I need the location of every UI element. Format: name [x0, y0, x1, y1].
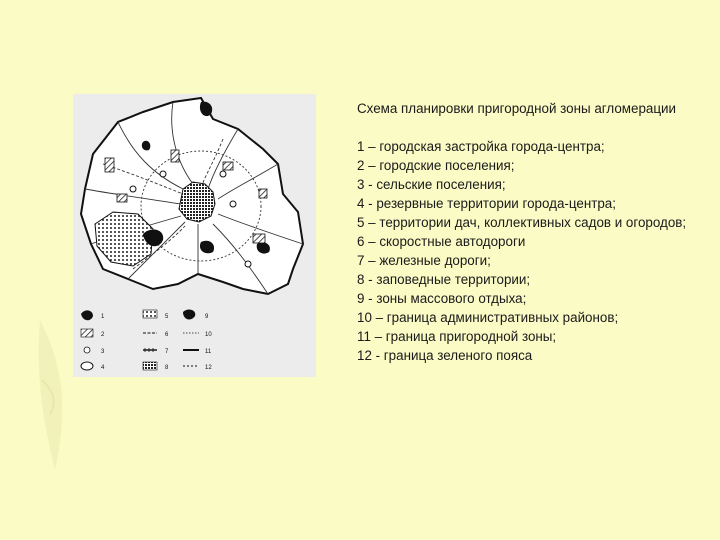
key-number: 3	[101, 349, 105, 355]
suburban-zone-map	[73, 94, 316, 377]
key-number: 4	[101, 365, 105, 371]
key-number: 6	[165, 332, 169, 338]
key-number: 8	[165, 365, 169, 371]
key-number: 9	[205, 314, 209, 320]
key-number: 12	[205, 365, 212, 371]
key-number: 5	[165, 314, 169, 320]
legend-item: 7 – железные дороги;	[357, 253, 491, 268]
map-drawing	[73, 94, 316, 377]
legend-item: 4 - резервные территории города-центра;	[357, 196, 616, 211]
legend-item: 3 - сельские поселения;	[357, 177, 506, 192]
key-number: 7	[165, 349, 169, 355]
key-number: 1	[101, 314, 105, 320]
slide-text	[357, 99, 707, 365]
map-key	[81, 309, 212, 371]
legend-item: 9 - зоны массового отдыха;	[357, 291, 527, 306]
legend-item: 5 – территории дач, коллективных садов и огородов;	[357, 215, 687, 230]
legend-item: 6 – скоростные автодороги	[357, 234, 526, 249]
legend-item: 2 – городские поселения;	[357, 158, 515, 173]
legend-item: 12 - граница зеленого пояса	[357, 348, 533, 363]
legend-list	[357, 137, 707, 365]
key-number: 11	[205, 349, 212, 355]
slide-caption: Схема планировки пригородной зоны агломерации	[357, 101, 676, 116]
key-number: 2	[101, 332, 105, 338]
legend-item: 8 - заповедные территории;	[357, 272, 531, 287]
legend-item: 1 – городская застройка города-центра;	[357, 139, 605, 154]
legend-item: 10 – граница административных районов;	[357, 310, 619, 325]
city-centre-area	[179, 182, 215, 222]
key-number: 10	[205, 332, 212, 338]
legend-item: 11 – граница пригородной зоны;	[357, 329, 557, 344]
